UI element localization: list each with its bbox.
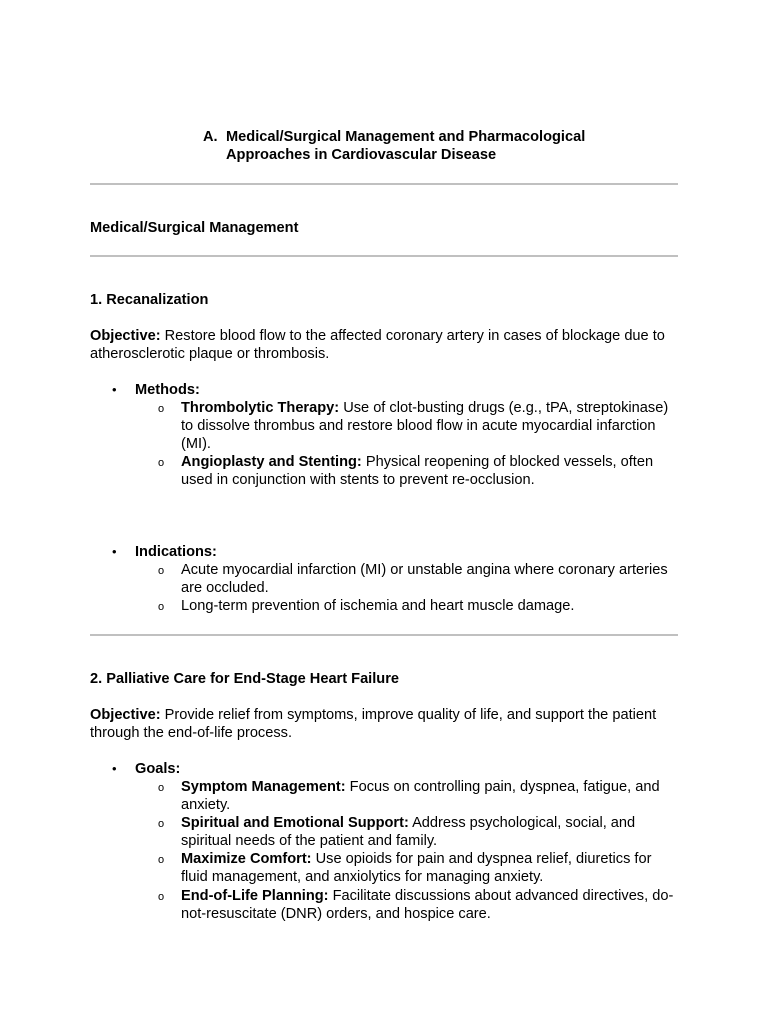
list-item [158,561,668,597]
item-label: Spiritual and Emotional Support: [181,815,409,831]
goals-label: Goals: [135,761,181,777]
list-item [158,778,658,814]
objective-label: Objective: [90,707,161,723]
sub-bullet-glyph: o [158,782,165,794]
recanalization-heading: 1. Recanalization [90,292,209,308]
item-text: Address psychological, social, and spiritual needs of the patient and family. [181,815,636,849]
document-heading [203,128,663,164]
item-label: Maximize Comfort: [181,851,312,867]
bullet-glyph: • [112,761,117,776]
bullet-glyph: • [112,544,117,559]
sub-bullet-glyph: o [158,601,165,613]
item-text: Facilitate discussions about advanced directives, do-not-resuscitate (DNR) orders, and hospice care. [181,888,674,922]
objective-label: Objective: [90,328,161,344]
item-text: Long-term prevention of ischemia and heart muscle damage. [181,598,575,614]
item-text: Physical reopening of blocked vessels, often used in conjunction with stents to prevent re-occlusion. [181,454,654,488]
objective-text: Restore blood flow to the affected coronary artery in cases of blockage due to atherosclerotic plaque or thrombosis. [90,328,665,362]
objective-text: Provide relief from symptoms, improve quality of life, and support the patient through the end-of-life process. [90,707,657,741]
divider-1 [90,183,678,185]
item-label: Thrombolytic Therapy: [181,400,340,416]
list-item [158,453,658,489]
list-item [158,399,669,453]
sub-bullet-glyph: o [158,891,165,903]
item-label: End-of-Life Planning: [181,888,329,904]
sub-bullet-glyph: o [158,818,165,830]
heading-line-2: Approaches in Cardiovascular Disease [226,147,497,163]
palliative-care-heading: 2. Palliative Care for End-Stage Heart Failure [90,671,400,687]
sub-bullet-glyph: o [158,457,165,469]
recanalization-objective [90,327,680,363]
methods-label: Methods: [135,382,200,398]
item-text: Use of clot-busting drugs (e.g., tPA, streptokinase) to dissolve thrombus and restore blood flow in acute myocardial infarction (MI). [181,400,669,452]
sub-bullet-glyph: o [158,854,165,866]
heading-number: A. [203,129,218,145]
section-title: Medical/Surgical Management [90,220,299,236]
divider-2 [90,255,678,257]
sub-bullet-glyph: o [158,565,165,577]
item-label: Angioplasty and Stenting: [181,454,362,470]
palliative-care-objective [90,706,680,742]
divider-3 [90,634,678,636]
sub-bullet-glyph: o [158,403,165,415]
list-item [158,814,658,850]
bullet-glyph: • [112,382,117,397]
list-item [158,887,674,923]
item-text: Use opioids for pain and dyspnea relief, diuretics for fluid management, and anxiolytics for managing anxiety. [181,851,652,885]
item-label: Symptom Management: [181,779,346,795]
list-item [158,597,658,615]
heading-text [226,128,585,164]
indications-label: Indications: [135,544,217,560]
item-text: Acute myocardial infarction (MI) or unstable angina where coronary arteries are occluded. [181,562,668,596]
list-item [158,850,658,886]
heading-line-1: Medical/Surgical Management and Pharmacological [226,129,586,145]
item-text: Focus on controlling pain, dyspnea, fatigue, and anxiety. [181,779,660,813]
